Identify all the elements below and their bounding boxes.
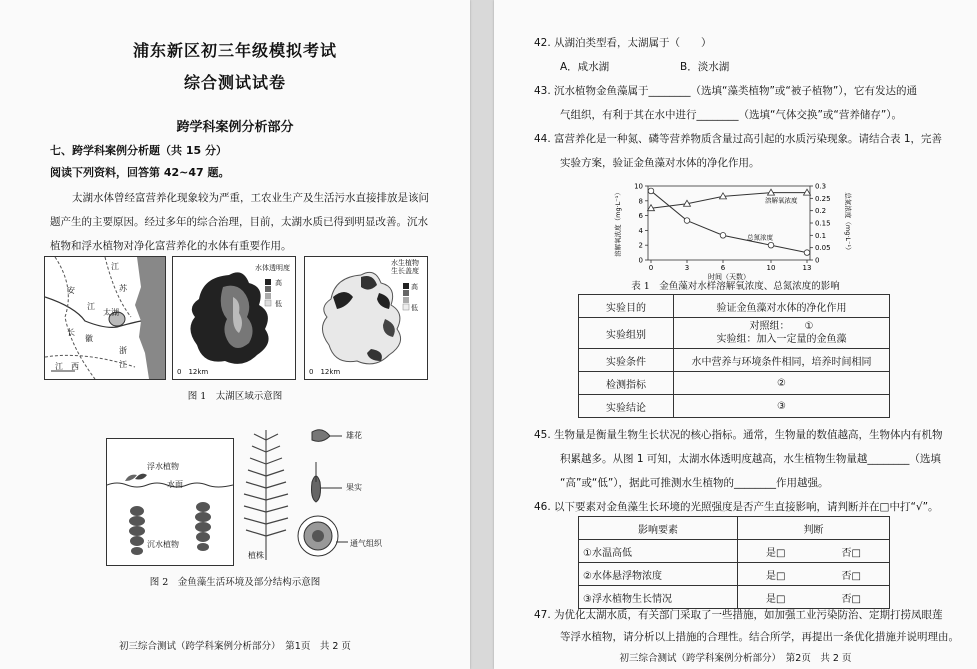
y-tick-label: 10 [634, 182, 643, 191]
question-45-line1: 45. 生物量是衡量生物生长状况的核心指标。通常，生物量的数值越高，生物体内有机物 [534, 429, 943, 441]
transparency-map [172, 256, 296, 380]
table-cell: ③ [674, 395, 890, 418]
table-cell: ①水温高低 [579, 540, 738, 563]
yes-checkbox: 是□ [738, 540, 814, 563]
figure2-caption: 图 2 金鱼藻生活环境及部分结构示意图 [149, 577, 321, 588]
table-cell: 验证金鱼藻对水体的净化作用 [674, 295, 890, 318]
table-head-cell: 影响要素 [579, 517, 738, 540]
water-surface-label: 水面 [167, 480, 183, 489]
experiment-table [578, 294, 890, 418]
transparency-legend-high: 高 [275, 279, 282, 287]
series-label: 溶解氧浓度 [765, 196, 798, 205]
question-46: 46. 以下要素对金鱼藻生长环境的光照强度是否产生直接影响，请判断并在□中打“√”。 [534, 501, 939, 513]
question-44-line1: 44. 富营养化是一种氮、磷等营养物质含量过高引起的水质污染现象。请结合表 1，完善 [534, 133, 943, 145]
y2-axis-label: 总氮浓度（mg·L⁻¹） [844, 192, 852, 254]
figure1-caption: 图 1 太湖区域示意图 [187, 391, 283, 402]
part-title: 跨学科案例分析部分 [176, 120, 294, 135]
submerged-plant-label: 沉水植物 [147, 540, 179, 549]
table-head-cell: 实验结论 [579, 395, 674, 418]
vegetation-map [304, 256, 428, 380]
hornwort-structure-drawing [236, 426, 446, 566]
question-45-line2: 积累越多。从图 1 可知，太湖水体透明度越高，水生植物生物量越________（选填 [560, 453, 941, 465]
question-43-line2: 气组织，有利于其在水中进行________（选填“气体交换”或“营养储存”）。 [560, 109, 903, 121]
map1-label: 江 [111, 262, 119, 271]
fruit-label: 果实 [346, 483, 362, 492]
data-point-circle [768, 242, 774, 248]
judgement-table [578, 516, 890, 609]
x-tick-label: 0 [648, 264, 654, 272]
plant-body-label: 植株 [248, 551, 264, 560]
vegetation-legend-high: 高 [411, 283, 418, 291]
table-head-cell: 实验条件 [579, 349, 674, 372]
float-plant-label: 浮水植物 [147, 462, 179, 471]
question-44-line2: 实验方案，验证金鱼藻对水体的净化作用。 [560, 157, 760, 169]
table-row [579, 563, 890, 586]
vegetation-legend-title: 水生植物生长盖度 [391, 259, 419, 275]
y-tick-label: 0 [638, 256, 643, 265]
transparency-legend-title: 水体透明度 [255, 264, 290, 272]
table-cell: ③浮水植物生长情况 [579, 586, 738, 609]
vegetation-legend-low: 低 [411, 304, 418, 312]
male-flower-label: 雄花 [346, 431, 362, 440]
exam-page-2 [494, 0, 977, 669]
vegetation-map-drawing [305, 257, 427, 379]
question-47-line2: 等浮水植物，请分析以上措施的合理性。结合所学，再提出一条优化措施并说明理由。 [560, 631, 959, 643]
table-head-cell: 实验目的 [579, 295, 674, 318]
data-point-circle [720, 233, 726, 239]
table-row [579, 295, 890, 318]
table-cell: 对照组： ① [749, 321, 834, 332]
map1-label: 江 西 [55, 362, 79, 371]
table-cell: ② [674, 372, 890, 395]
no-checkbox: 否□ [814, 563, 890, 586]
table-cell: 水中营养与环境条件相同，培养时间相同 [674, 349, 890, 372]
map1-label: 浙 [119, 346, 127, 355]
question-42: 42. 从湖泊类型看，太湖属于（ ） [534, 37, 712, 49]
transparency-map-drawing [173, 257, 295, 379]
region-map [44, 256, 166, 380]
map1-label: 长 [67, 328, 75, 337]
x-tick-label: 6 [720, 264, 726, 272]
question-43-line1: 43. 沉水植物金鱼藻属于________（选填“藻类植物”或“被子植物”），它有发达的通 [534, 85, 918, 97]
x-tick-label: 3 [684, 264, 690, 272]
x-tick-label: 13 [802, 264, 812, 272]
habitat-diagram [106, 438, 234, 566]
q42-option-b: B．淡水湖 [680, 61, 730, 73]
page-footer: 初三综合测试（跨学科案例分析部分） 第1页 共 2 页 [119, 641, 351, 652]
y2-tick-label: 0.05 [815, 244, 831, 253]
map1-label: 安 [67, 286, 75, 295]
table-row [579, 517, 890, 540]
y-tick-label: 2 [638, 241, 643, 250]
no-checkbox: 否□ [814, 540, 890, 563]
y2-tick-label: 0.2 [815, 207, 827, 216]
y2-tick-label: 0.1 [815, 231, 827, 240]
table-cell: ②水体悬浮物浓度 [579, 563, 738, 586]
y2-tick-label: 0.15 [815, 219, 831, 228]
chart-caption: 表 1 金鱼藻对水样溶解氧浓度、总氮浓度的影响 [631, 281, 840, 292]
table-row [579, 349, 890, 372]
y-tick-label: 6 [638, 212, 643, 221]
data-point-circle [684, 218, 690, 224]
no-checkbox: 否□ [814, 586, 890, 609]
air-tissue-label: 通气组织 [350, 539, 382, 548]
data-point-circle [648, 188, 654, 194]
y-tick-label: 8 [638, 197, 643, 206]
exam-page-1 [0, 0, 470, 669]
map1-label: 太湖 [103, 308, 119, 317]
transparency-legend-low: 低 [275, 300, 282, 308]
question-47-line1: 47. 为优化太湖水质，有关部门采取了一些措施，如加强工业污染防治、定期打捞凤眼莲 [534, 609, 943, 621]
oxygen-nitrogen-chart [604, 178, 854, 286]
exam-subtitle: 综合测试试卷 [183, 73, 286, 92]
question-45-line3: “高”或“低”），据此可推测水生植物的________作用越强。 [560, 477, 829, 489]
x-tick-label: 10 [766, 264, 776, 272]
map1-label: 江 [119, 360, 127, 369]
y-tick-label: 4 [638, 226, 643, 235]
map1-label: 徽 [85, 334, 93, 343]
exam-title: 浦东新区初三年级模拟考试 [132, 41, 337, 60]
page-footer: 初三综合测试（跨学科案例分析部分） 第2页 共 2 页 [619, 653, 852, 664]
y2-tick-label: 0 [815, 256, 820, 265]
table-head-cell: 检测指标 [579, 372, 674, 395]
y2-tick-label: 0.3 [815, 182, 827, 191]
table-row [579, 318, 890, 349]
table-row [579, 395, 890, 418]
map-scale: 0 12km [309, 368, 341, 376]
table-cell: 实验组：加入一定量的金鱼藻 [716, 334, 847, 345]
map1-label: 苏 [119, 284, 127, 293]
map1-label: 江 [87, 302, 95, 311]
data-point-circle [804, 250, 810, 256]
table-row [579, 540, 890, 563]
y2-tick-label: 0.25 [815, 194, 831, 203]
material-paragraph: 太湖水体曾经富营养化现象较为严重，工农业生产及生活污水直接排放是该问题产生的主要原因。经过多年的综合治理，目前，太湖水质已得到明显改善。沉水植物和浮水植物对净化富营养化的水体有重要作用。 [50, 192, 429, 252]
table-row [579, 372, 890, 395]
map-scale: 0 12km [177, 368, 209, 376]
series-label: 总氮浓度 [747, 233, 773, 242]
x-axis-label: 时间（天数） [708, 273, 750, 281]
yes-checkbox: 是□ [738, 586, 814, 609]
read-instruction: 阅读下列资料，回答第 42~47 题。 [50, 166, 230, 179]
q42-option-a: A．咸水湖 [560, 61, 610, 73]
section-heading: 七、跨学科案例分析题（共 15 分） [50, 144, 227, 157]
y-axis-label: 溶解氧浓度（mg·L⁻¹） [614, 189, 622, 257]
yes-checkbox: 是□ [738, 563, 814, 586]
table-head-cell: 实验组别 [579, 318, 674, 349]
table-head-cell: 判断 [738, 517, 890, 540]
